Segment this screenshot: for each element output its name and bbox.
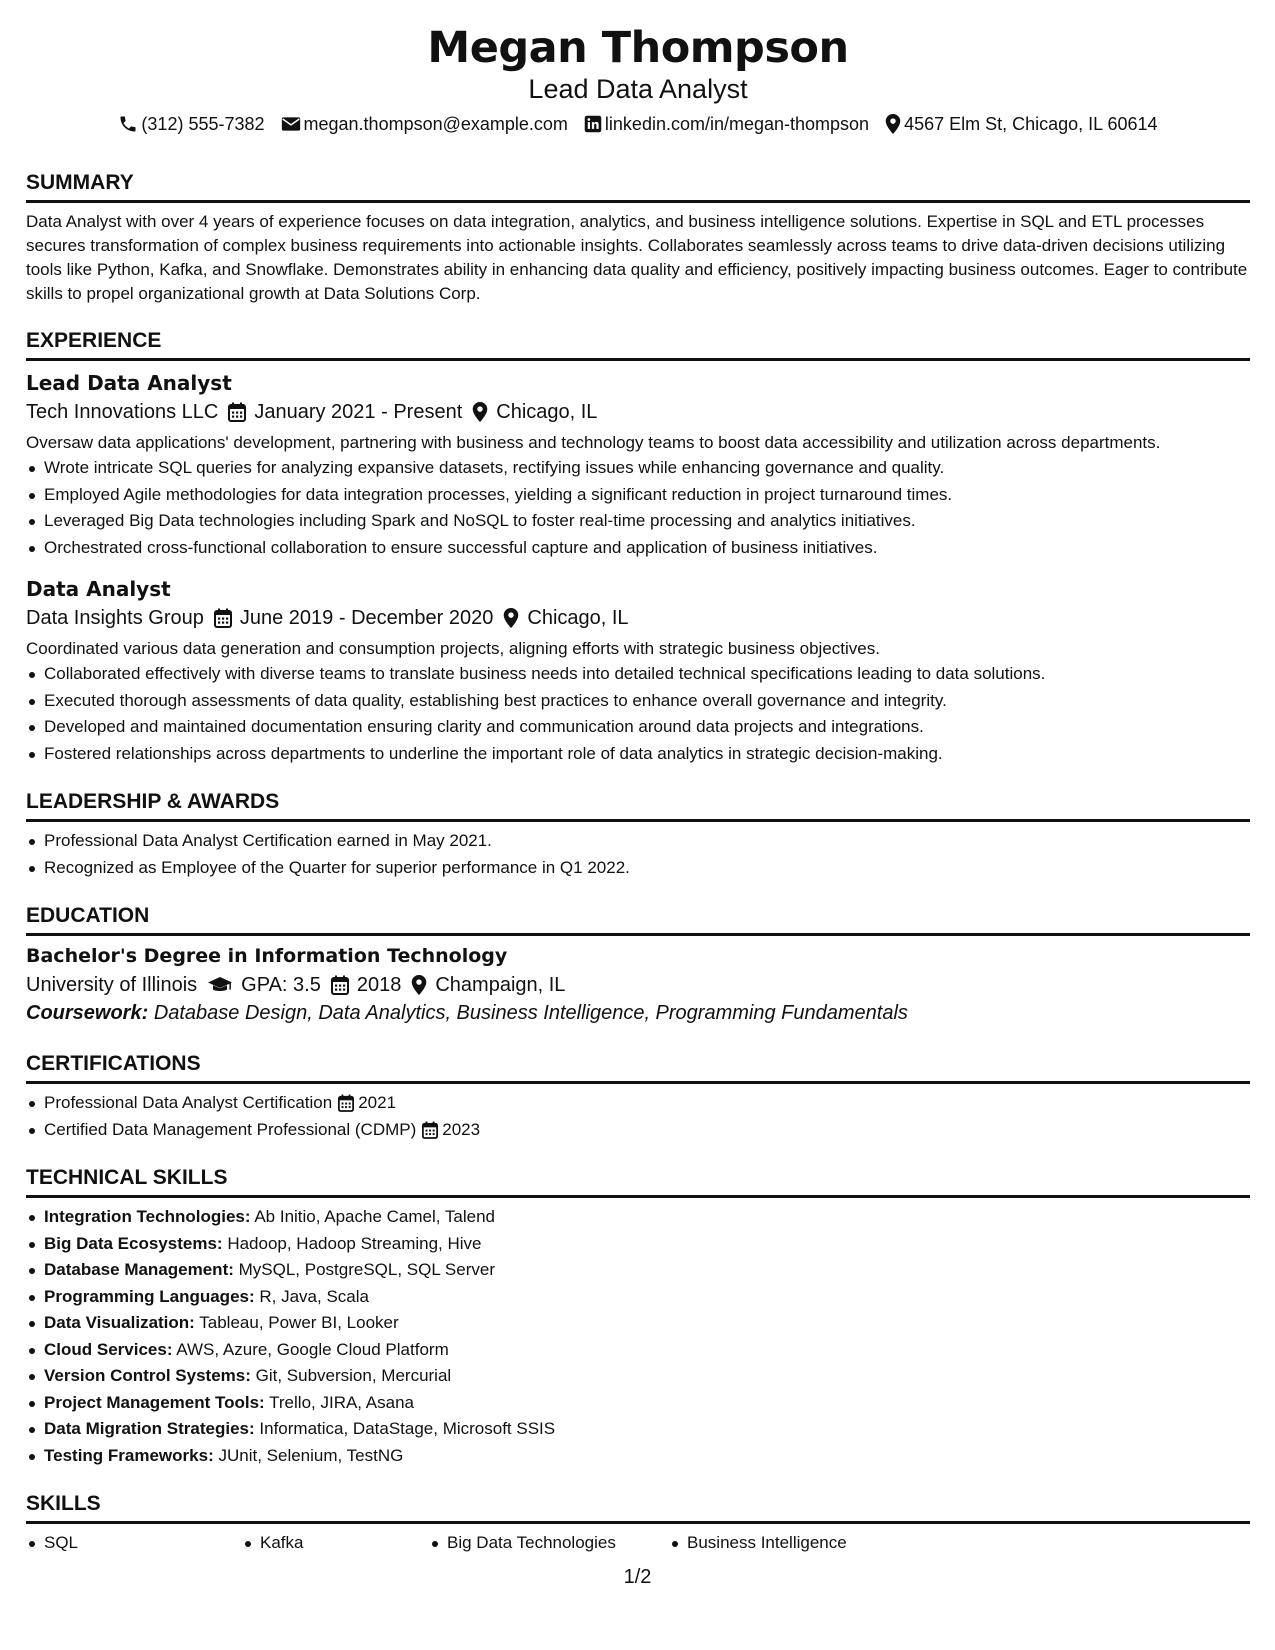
- education-heading: EDUCATION: [26, 903, 1250, 936]
- job-location: [503, 604, 628, 632]
- list-item: [26, 1284, 1250, 1311]
- edu-gpa: [207, 971, 321, 999]
- candidate-name: Megan Thompson: [427, 23, 849, 73]
- coursework-label: Coursework:: [26, 1002, 149, 1024]
- technical-skills-list: [26, 1204, 1250, 1469]
- job-entry: [26, 575, 1250, 767]
- email-link[interactable]: megan.thompson@example.com: [303, 114, 568, 134]
- edu-year-text: 2018: [356, 974, 402, 996]
- job-location-text: Chicago, IL: [496, 401, 598, 423]
- skills-section: [26, 1491, 1250, 1556]
- graduation-cap-icon: [207, 976, 233, 994]
- list-item: [26, 1117, 1250, 1144]
- edu-location: [411, 971, 565, 999]
- education-section: [26, 903, 1250, 1027]
- skills-heading: SKILLS: [26, 1491, 1250, 1524]
- job-meta: [26, 398, 1250, 426]
- certifications-section: [26, 1051, 1250, 1143]
- candidate-title: Lead Data Analyst: [528, 74, 748, 104]
- certifications-heading: CERTIFICATIONS: [26, 1051, 1250, 1084]
- certifications-list: [26, 1090, 1250, 1143]
- experience-heading: EXPERIENCE: [26, 328, 1250, 361]
- calendar-icon: [331, 975, 349, 995]
- linkedin-link[interactable]: linkedin.com/in/megan-thompson: [604, 114, 870, 134]
- resume-page: [26, 22, 1250, 1556]
- summary-section: [26, 170, 1250, 306]
- edu-degree: Bachelor's Degree in Information Technology: [26, 945, 508, 967]
- skill-label: Integration Technologies:: [44, 1207, 251, 1226]
- map-pin-icon: [411, 975, 427, 995]
- list-item: [26, 1416, 1250, 1443]
- page-number: 1/2: [623, 1566, 652, 1588]
- phone-icon: [118, 114, 138, 134]
- cert-year-text: 2023: [442, 1119, 481, 1139]
- job-company: Tech Innovations LLC: [26, 401, 219, 423]
- map-pin-icon: [503, 608, 519, 628]
- job-dates-text: January 2021 - Present: [254, 401, 463, 423]
- list-item: [26, 1090, 1250, 1117]
- contact-email[interactable]: [281, 112, 568, 136]
- cert-year: [338, 1090, 396, 1117]
- list-item: Professional Data Analyst Certification earned in May 2021.: [26, 828, 1250, 855]
- contact-linkedin[interactable]: [584, 112, 869, 136]
- skill-label: Big Data Ecosystems:: [44, 1233, 223, 1253]
- envelope-icon: [281, 115, 301, 133]
- list-item: [26, 1204, 1250, 1231]
- list-item: Wrote intricate SQL queries for analyzing expansive datasets, rectifying issues while enhancing governance and quality.: [26, 455, 1250, 482]
- list-item: [26, 1443, 1250, 1470]
- edu-meta: [26, 971, 1250, 999]
- job-title: Lead Data Analyst: [26, 371, 232, 395]
- list-item: Executed thorough assessments of data quality, establishing best practices to enhance overall governance and integrity.: [26, 688, 1250, 715]
- skill-label: Project Management Tools:: [44, 1392, 265, 1412]
- list-item: Recognized as Employee of the Quarter for superior performance in Q1 2022.: [26, 855, 1250, 882]
- job-company: Data Insights Group: [26, 607, 204, 629]
- address-text: 4567 Elm St, Chicago, IL 60614: [904, 114, 1158, 134]
- skill-value: Tableau, Power BI, Looker: [199, 1313, 399, 1332]
- list-item: Employed Agile methodologies for data integration processes, yielding a significant reduction in project turnaround times.: [26, 482, 1250, 509]
- skill-label: Database Management:: [44, 1260, 234, 1279]
- job-meta: [26, 604, 1250, 632]
- edu-coursework: [26, 999, 1250, 1027]
- summary-heading: SUMMARY: [26, 170, 1250, 203]
- job-bullets: [26, 455, 1250, 561]
- skill-value: AWS, Azure, Google Cloud Platform: [176, 1339, 449, 1359]
- cert-name: Certified Data Management Professional (CDMP): [44, 1119, 417, 1139]
- experience-section: [26, 328, 1250, 767]
- job-dates: [214, 604, 494, 632]
- calendar-icon: [228, 402, 246, 422]
- calendar-icon: [422, 1121, 438, 1139]
- job-title: Data Analyst: [26, 577, 171, 601]
- skill-value: MySQL, PostgreSQL, SQL Server: [238, 1260, 495, 1279]
- job-bullets: [26, 661, 1250, 767]
- list-item: [26, 1231, 1250, 1258]
- leadership-section: [26, 789, 1250, 881]
- edu-school: University of Illinois: [26, 974, 198, 996]
- edu-year: [331, 971, 402, 999]
- map-pin-icon: [472, 402, 488, 422]
- skills-list: [26, 1530, 1250, 1556]
- map-pin-icon: [885, 114, 901, 134]
- technical-skills-section: [26, 1165, 1250, 1469]
- skill-label: Data Visualization:: [44, 1313, 195, 1332]
- leadership-list: [26, 828, 1250, 881]
- job-location-text: Chicago, IL: [527, 607, 629, 629]
- cert-year-text: 2021: [358, 1093, 397, 1112]
- coursework-text: Database Design, Data Analytics, Business Intelligence, Programming Fundamentals: [153, 1002, 908, 1024]
- skill-label: Testing Frameworks:: [44, 1445, 214, 1465]
- job-description: Coordinated various data generation and consumption projects, aligning efforts with strategic business objectives.: [26, 639, 880, 658]
- list-item: SQL: [26, 1530, 242, 1556]
- contact-bar: [26, 112, 1250, 136]
- skill-label: Version Control Systems:: [44, 1366, 251, 1385]
- contact-address: [885, 112, 1158, 136]
- list-item: Business Intelligence: [669, 1530, 847, 1556]
- skill-label: Cloud Services:: [44, 1339, 173, 1359]
- calendar-icon: [338, 1094, 354, 1112]
- contact-phone: [118, 112, 264, 136]
- skill-label: Data Migration Strategies:: [44, 1419, 255, 1438]
- edu-location-text: Champaign, IL: [435, 974, 566, 996]
- list-item: Collaborated effectively with diverse teams to translate business needs into detailed technical specifications leading to data solutions.: [26, 661, 1250, 688]
- skill-value: Ab Initio, Apache Camel, Talend: [254, 1207, 496, 1226]
- skill-value: Informatica, DataStage, Microsoft SSIS: [259, 1419, 556, 1438]
- list-item: [26, 1310, 1250, 1337]
- skill-value: Trello, JIRA, Asana: [269, 1392, 415, 1412]
- skill-label: Programming Languages:: [44, 1286, 255, 1306]
- list-item: Fostered relationships across departments to underline the important role of data analytics in strategic decision-making.: [26, 741, 1250, 768]
- list-item: Orchestrated cross-functional collaboration to ensure successful capture and application of business initiatives.: [26, 535, 1250, 562]
- phone-text: (312) 555-7382: [141, 114, 265, 134]
- calendar-icon: [214, 608, 232, 628]
- list-item: [26, 1390, 1250, 1417]
- cert-year: [422, 1117, 480, 1144]
- list-item: Kafka: [242, 1530, 429, 1556]
- list-item: [26, 1363, 1250, 1390]
- job-location: [472, 398, 597, 426]
- list-item: [26, 1257, 1250, 1284]
- technical-skills-heading: TECHNICAL SKILLS: [26, 1165, 1250, 1198]
- list-item: Big Data Technologies: [429, 1530, 669, 1556]
- list-item: Leveraged Big Data technologies including Spark and NoSQL to foster real-time processing and analytics initiatives.: [26, 508, 1250, 535]
- job-dates-text: June 2019 - December 2020: [239, 607, 494, 629]
- edu-gpa-text: GPA: 3.5: [241, 974, 321, 996]
- cert-name: Professional Data Analyst Certification: [44, 1093, 333, 1112]
- job-dates: [228, 398, 462, 426]
- linkedin-icon: [584, 115, 602, 133]
- job-entry: [26, 369, 1250, 561]
- list-item: [26, 1337, 1250, 1364]
- list-item: Developed and maintained documentation ensuring clarity and communication around data projects and integrations.: [26, 714, 1250, 741]
- resume-header: [26, 22, 1250, 136]
- skill-value: Hadoop, Hadoop Streaming, Hive: [227, 1233, 482, 1253]
- leadership-heading: LEADERSHIP & AWARDS: [26, 789, 1250, 822]
- job-description: Oversaw data applications' development, partnering with business and technology teams to boost data accessibility and utilization across departments.: [26, 433, 1161, 452]
- summary-text: Data Analyst with over 4 years of experience focuses on data integration, analytics, and business intelligence solutions. Expertise in SQL and ETL processes secures transformation of complex business requirements into actionable insights. Collaborates seamlessly across teams to drive data-driven decisions utilizing tools like Python, Kafka, and Snowflake. Demonstrates ability in enhancing data quality and efficiency, positively impacting business outcomes. Eager to contribute skills to propel organizational growth at Data Solutions Corp.: [26, 212, 1248, 303]
- skill-value: Git, Subversion, Mercurial: [255, 1366, 452, 1385]
- skill-value: JUnit, Selenium, TestNG: [218, 1445, 404, 1465]
- skill-value: R, Java, Scala: [259, 1286, 369, 1306]
